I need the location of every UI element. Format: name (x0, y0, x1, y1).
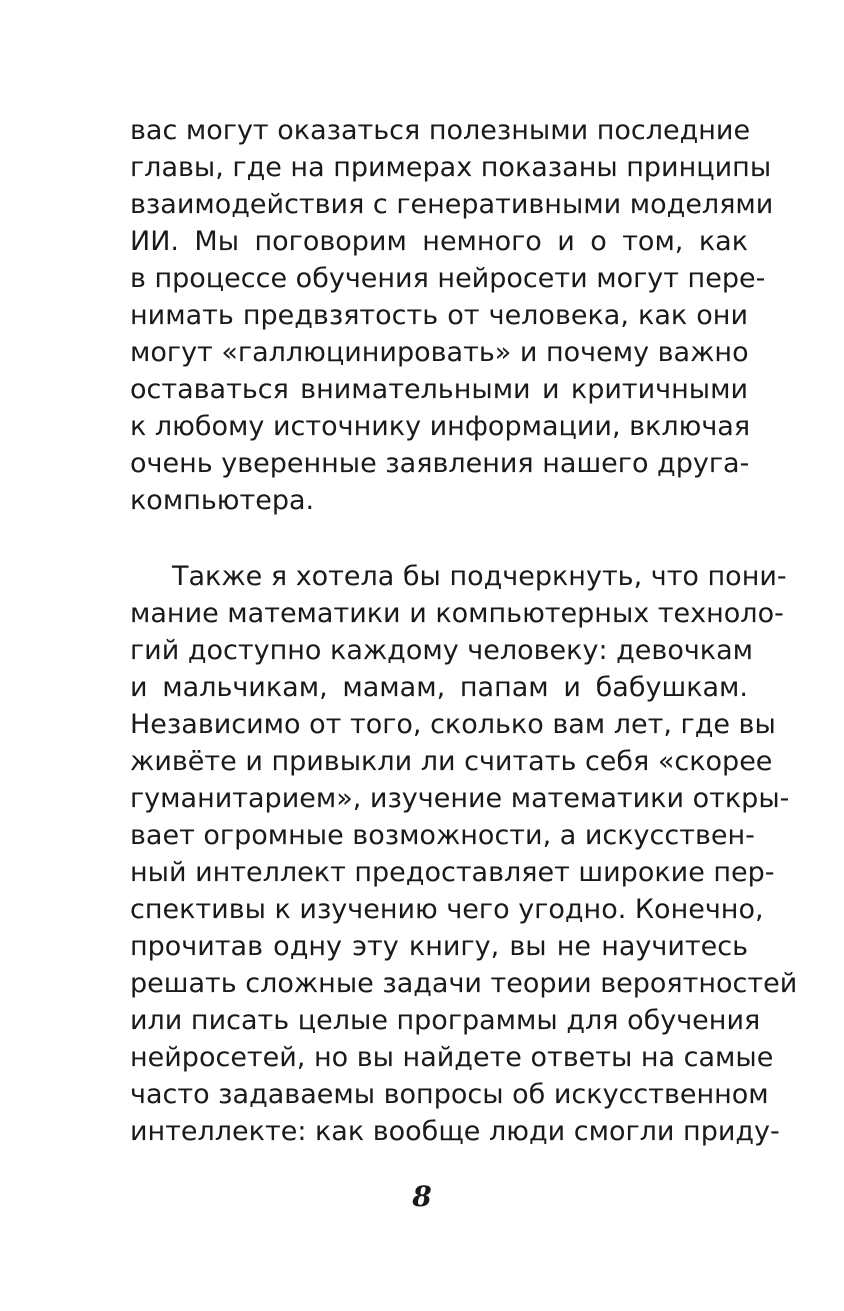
text-line: гуманитарием», изучение математики откры- (130, 783, 790, 814)
text-line: очень уверенные заявления нашего друга- (130, 448, 750, 479)
text-line: или писать целые программы для обучения (130, 1005, 761, 1036)
text-line: мание математики и компьютерных техноло- (130, 598, 784, 629)
text-line: Также я хотела бы подчеркнуть, что пони- (172, 561, 787, 592)
text-line: вас могут оказаться полезными последние (130, 115, 751, 146)
text-line: живёте и привыкли ли считать себя «скорее (130, 746, 773, 777)
text-line: часто задаваемы вопросы об искусственном (130, 1079, 769, 1110)
text-line: нейросетей, но вы найдете ответы на самые (130, 1042, 774, 1073)
text-line: вает огромные возможности, а искусствен- (130, 820, 755, 851)
text-line: взаимодействия с генеративными моделями (130, 189, 774, 220)
text-line: и мальчикам, мамам, папам и бабушкам. (130, 672, 748, 703)
paragraph-2 (130, 558, 798, 1150)
text-line: компьютера. (130, 485, 315, 516)
page-number: 8 (412, 1180, 432, 1213)
text-line: к любому источнику информации, включая (130, 411, 751, 442)
text-line: оставаться внимательными и критичными (130, 374, 748, 405)
text-line: Независимо от того, сколько вам лет, где вы (130, 709, 776, 740)
text-line: главы, где на примерах показаны принципы (130, 152, 772, 183)
text-line: прочитав одну эту книгу, вы не научитесь (130, 931, 748, 962)
text-line: гий доступно каждому человеку: девочкам (130, 635, 754, 666)
text-line: нимать предвзятость от человека, как они (130, 300, 748, 331)
text-line: в процессе обучения нейросети могут пере- (130, 263, 766, 294)
paragraph-1 (130, 112, 774, 519)
text-line: ИИ. Мы поговорим немного и о том, как (130, 226, 748, 257)
text-line: спективы к изучению чего угодно. Конечно, (130, 894, 764, 925)
text-line: ный интеллект предоставляет широкие пер- (130, 857, 775, 888)
text-line: интеллекте: как вообще люди смогли приду- (130, 1116, 780, 1147)
text-line: решать сложные задачи теории вероятностей (130, 968, 798, 999)
text-line: могут «галлюцинировать» и почему важно (130, 337, 749, 368)
